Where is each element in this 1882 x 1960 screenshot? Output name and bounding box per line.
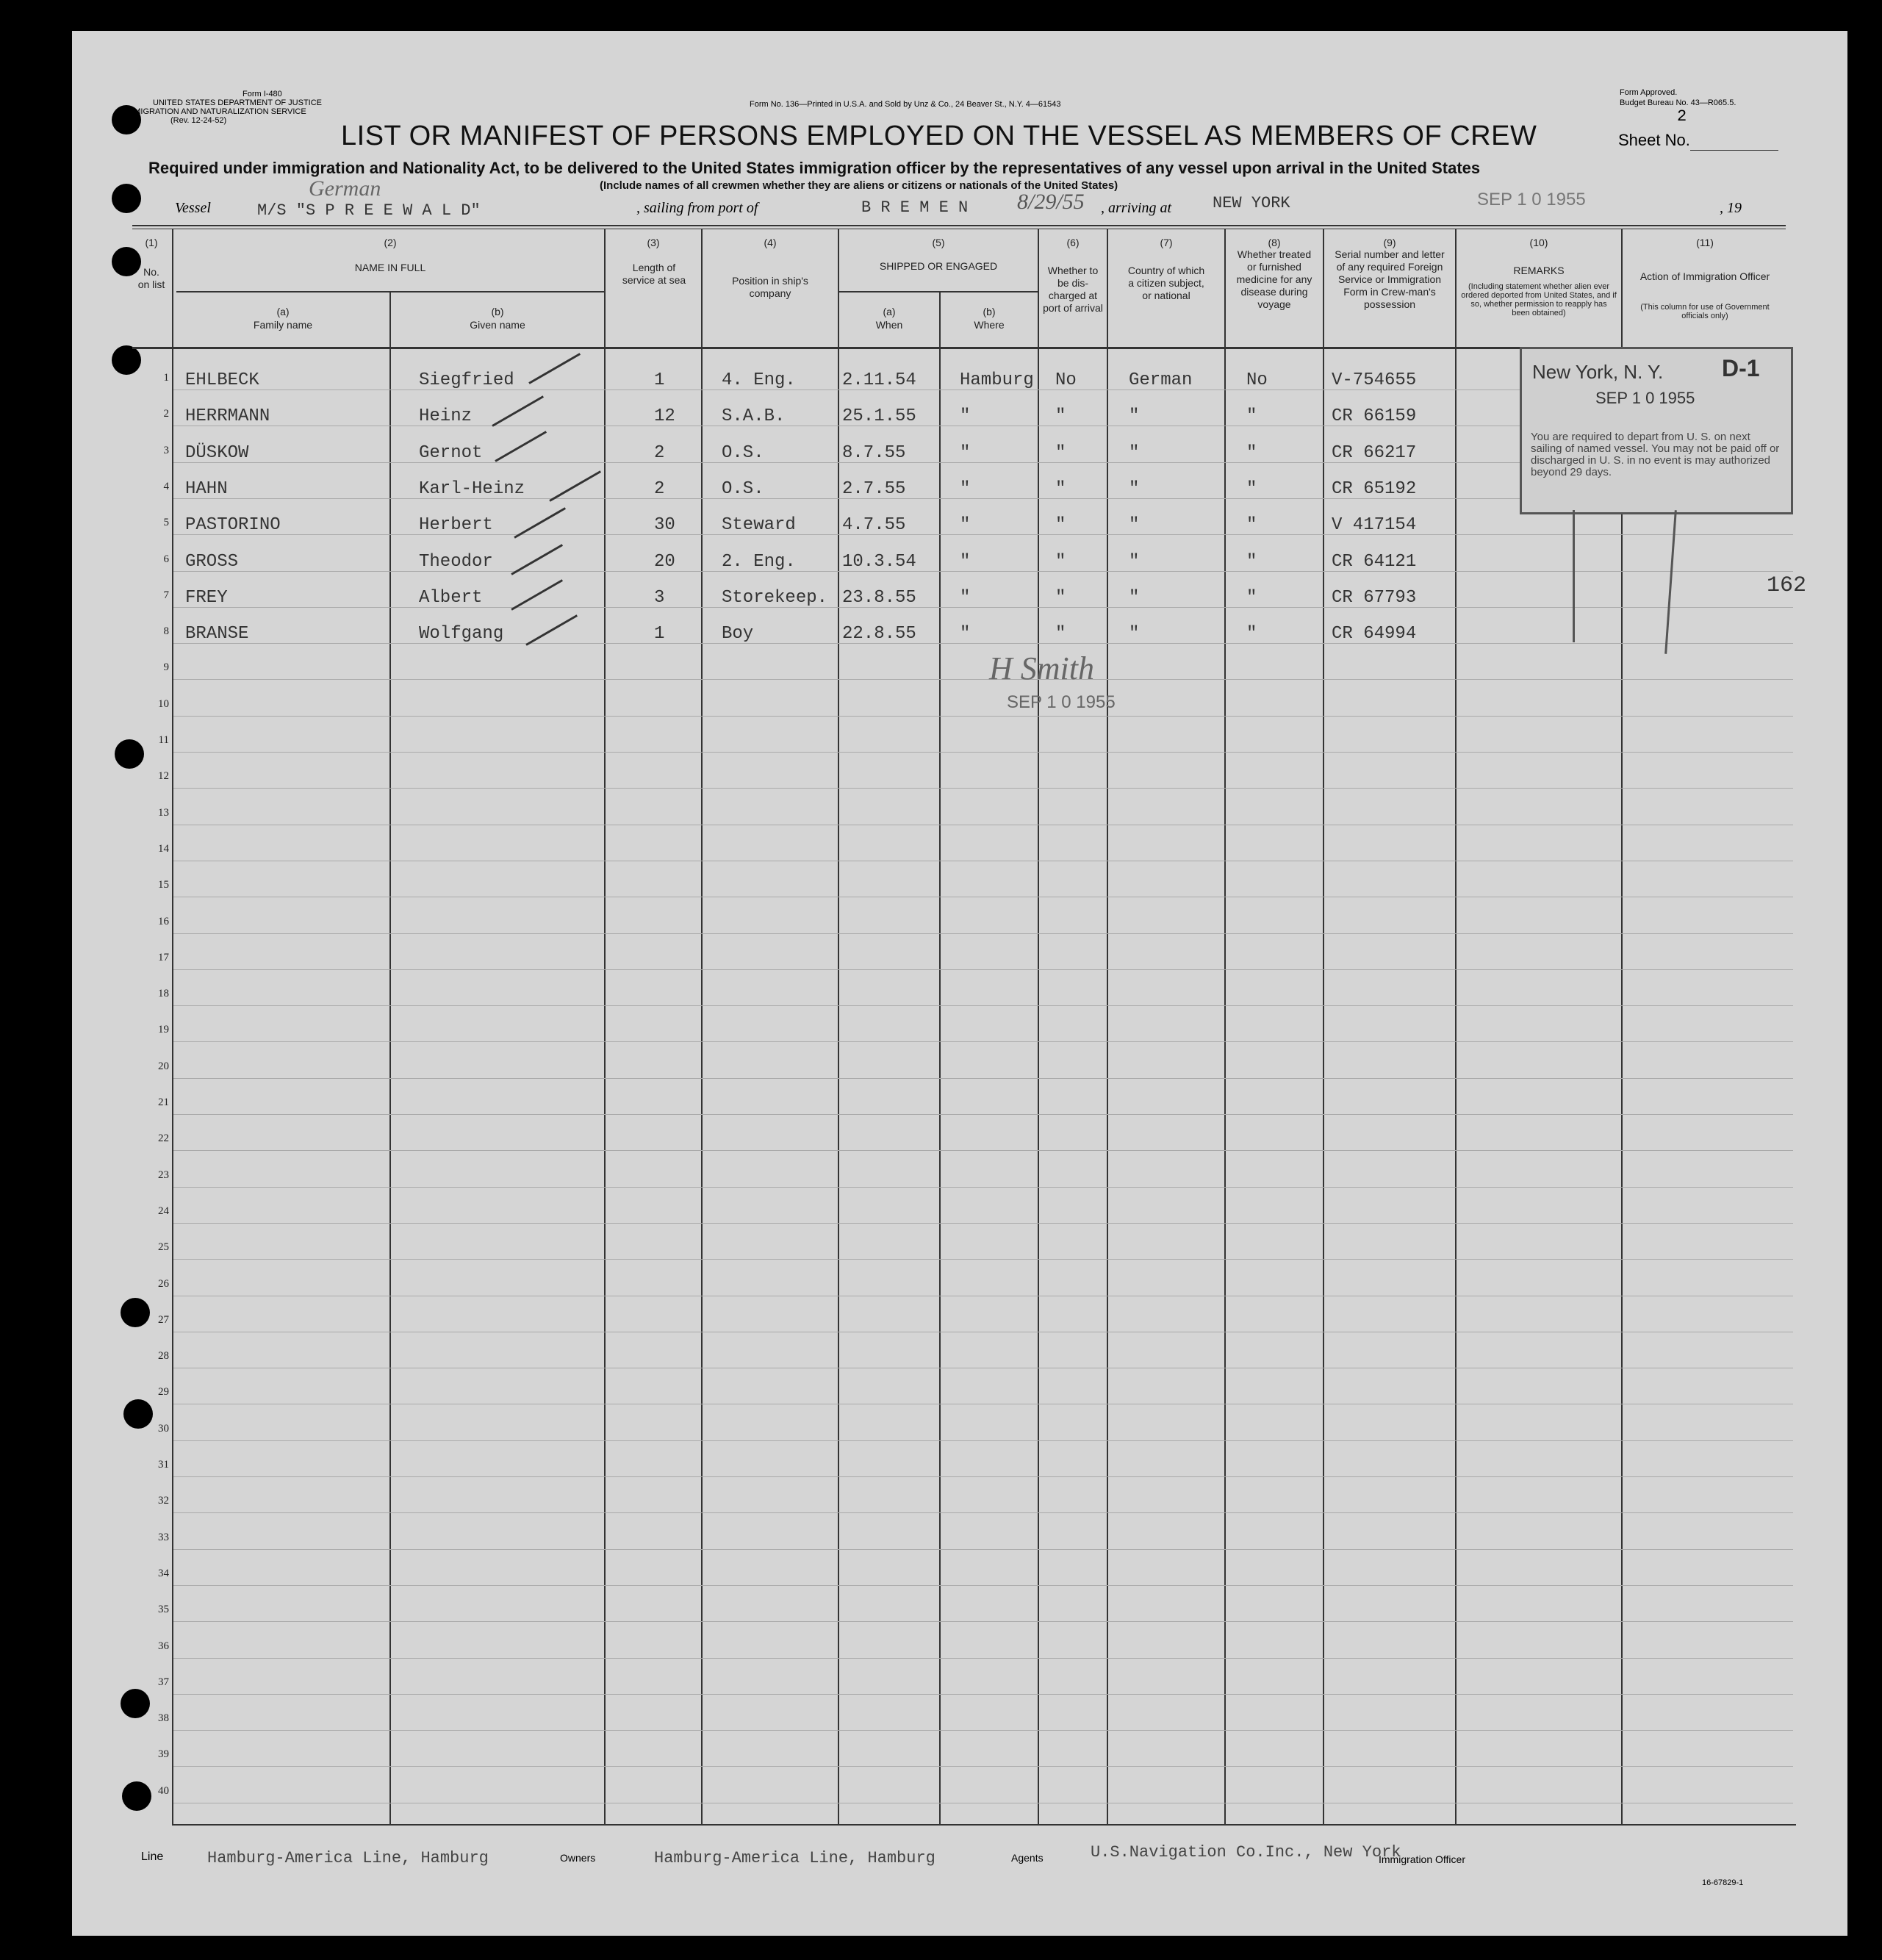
position-cell: 2. Eng.: [722, 552, 796, 572]
discharged-cell: ": [1055, 588, 1066, 608]
immigration-stamp: [1520, 347, 1793, 514]
col5b-label: Where: [974, 319, 1005, 331]
treated-cell: ": [1246, 443, 1257, 463]
position-cell: O.S.: [722, 443, 764, 463]
country-cell: ": [1129, 515, 1140, 535]
row-rule: [173, 716, 1793, 717]
col11-label: Action of Immigration Officer: [1639, 270, 1770, 282]
row-rule: [173, 643, 1793, 644]
col5a-num: (a): [883, 306, 896, 317]
col7-label: Country of which a citizen subject, or national: [1127, 265, 1205, 301]
col8-num: (8): [1268, 237, 1281, 248]
manifest-subtitle: Required under immigration and Nationality Act, to be delivered to the United States immigration officer by the representatives of any vessel upon arrival in the United States: [148, 159, 1481, 177]
row-rule: [173, 534, 1793, 535]
treated-cell: ": [1246, 515, 1257, 535]
row-rule: [173, 933, 1793, 934]
shipped-where-cell: ": [960, 624, 971, 644]
table-top-rule: [132, 225, 1786, 226]
row-number: 8: [163, 625, 169, 637]
country-cell: ": [1129, 588, 1140, 608]
row-number: 4: [163, 481, 169, 492]
given-name-cell: Heinz: [419, 406, 473, 426]
col-divider: [1224, 229, 1226, 1826]
col2a-num: (a): [276, 306, 290, 317]
arriving-label: , arriving at: [1101, 200, 1172, 216]
discharged-cell: ": [1055, 406, 1066, 426]
row-number: 18: [158, 988, 169, 999]
col5a-label: When: [875, 319, 903, 331]
row-rule: [173, 1150, 1793, 1151]
given-name-cell: Theodor: [419, 552, 493, 572]
row-rule: [173, 1041, 1793, 1042]
col7-num: (7): [1160, 237, 1173, 248]
row-rule: [173, 1694, 1793, 1695]
country-cell: ": [1129, 443, 1140, 463]
serial-number-cell: V 417154: [1332, 515, 1417, 535]
family-name-cell: EHLBECK: [185, 370, 259, 390]
row-rule: [173, 1259, 1793, 1260]
row-rule: [173, 788, 1793, 789]
row-number: 26: [158, 1278, 169, 1290]
family-name-cell: DÜSKOW: [185, 443, 249, 463]
country-cell: ": [1129, 624, 1140, 644]
discharged-cell: ": [1055, 443, 1066, 463]
stamp-text: You are required to depart from U. S. on next sailing of named vessel. You may not be paid off or discharged in U. S. in no event is may authorized beyond 29 days.: [1531, 431, 1780, 478]
form-printer: Form No. 136—Printed in U.S.A. and Sold by Unz & Co., 24 Beaver St., N.Y. 4—61543: [750, 100, 1061, 109]
row-number: 25: [158, 1241, 169, 1253]
discharged-cell: ": [1055, 515, 1066, 535]
stamp-city: New York, N. Y.: [1532, 361, 1664, 383]
service-length-cell: 30: [654, 515, 675, 535]
col2a-label: Family name: [253, 319, 313, 331]
col2-label: NAME IN FULL: [354, 262, 426, 273]
form-rev: (Rev. 12-24-52): [170, 116, 227, 125]
col-divider: [701, 229, 703, 1826]
shipped-where-cell: ": [960, 552, 971, 572]
row-number: 19: [158, 1024, 169, 1035]
row-number: 40: [158, 1785, 169, 1797]
arrival-date-stamp: SEP 1 0 1955: [1477, 190, 1586, 209]
col1-num: (1): [145, 237, 158, 248]
given-name-cell: Albert: [419, 588, 483, 608]
given-name-cell: Gernot: [419, 443, 483, 463]
shipped-where-cell: ": [960, 443, 971, 463]
col-divider: [172, 229, 173, 1826]
margin-number: 162: [1767, 573, 1807, 598]
row-number: 17: [158, 952, 169, 963]
form-service: IMMIGRATION AND NATURALIZATION SERVICE: [125, 107, 306, 116]
discharged-cell: ": [1055, 479, 1066, 499]
col10-note: (Including statement whether alien ever ordered deported from United States, and if so, whether permission to reapply has been obtained): [1461, 282, 1617, 317]
col-divider: [1323, 229, 1324, 1826]
sheet-label: Sheet No.: [1618, 131, 1690, 149]
col1-label: No. on list: [137, 266, 165, 290]
row-number: 6: [163, 553, 169, 565]
row-rule: [173, 1476, 1793, 1477]
given-name-cell: Wolfgang: [419, 624, 504, 644]
shipped-when-cell: 2.7.55: [842, 479, 906, 499]
col11-note: (This column for use of Government officials only): [1640, 303, 1770, 320]
position-cell: Boy: [722, 624, 754, 644]
col3-label: Length of service at sea: [622, 262, 686, 286]
row-number: 39: [158, 1748, 169, 1760]
row-rule: [173, 1658, 1793, 1659]
footer-form-code: 16-67829-1: [1702, 1878, 1744, 1887]
service-length-cell: 3: [654, 588, 665, 608]
footer-agents-value: U.S.Navigation Co.Inc., New York: [1091, 1843, 1401, 1862]
service-length-cell: 1: [654, 370, 665, 390]
col-divider: [1107, 229, 1108, 1826]
service-length-cell: 12: [654, 406, 675, 426]
footer-owners-value: Hamburg-America Line, Hamburg: [654, 1849, 935, 1867]
col5-num: (5): [932, 237, 945, 248]
shipped-where-cell: ": [960, 406, 971, 426]
col2-num: (2): [384, 237, 397, 248]
vessel-label: Vessel: [175, 200, 211, 216]
col2b-label: Given name: [470, 319, 525, 331]
pen-stroke: [1573, 510, 1575, 642]
family-name-cell: FREY: [185, 588, 228, 608]
col5-label: SHIPPED OR ENGAGED: [879, 260, 998, 272]
serial-number-cell: CR 66217: [1332, 443, 1417, 463]
shipped-where-cell: ": [960, 515, 971, 535]
serial-number-cell: CR 65192: [1332, 479, 1417, 499]
shipped-when-cell: 10.3.54: [842, 552, 916, 572]
shipped-when-cell: 23.8.55: [842, 588, 916, 608]
footer-line-label: Line: [141, 1850, 164, 1863]
serial-number-cell: CR 67793: [1332, 588, 1417, 608]
given-name-cell: Herbert: [419, 515, 493, 535]
position-cell: Steward: [722, 515, 796, 535]
country-cell: ": [1129, 479, 1140, 499]
col3-num: (3): [647, 237, 660, 248]
row-number: 12: [158, 770, 169, 782]
row-rule: [173, 1512, 1793, 1513]
shipped-where-cell: Hamburg: [960, 370, 1034, 390]
footer-owners-label: Owners: [560, 1852, 596, 1864]
row-rule: [173, 1585, 1793, 1586]
row-number: 37: [158, 1676, 169, 1688]
row-rule: [173, 1621, 1793, 1622]
col-divider: [604, 229, 606, 1826]
col9-label: Serial number and letter of any required Foreign Service or Immigration Form in Crew-man's possession: [1335, 248, 1445, 310]
shipped-when-cell: 25.1.55: [842, 406, 916, 426]
row-number: 31: [158, 1459, 169, 1471]
handwritten-nationality: German: [309, 176, 381, 201]
position-cell: 4. Eng.: [722, 370, 796, 390]
serial-number-cell: CR 66159: [1332, 406, 1417, 426]
service-length-cell: 1: [654, 624, 665, 644]
officer-signature: H Smith: [989, 650, 1094, 686]
inspection-date-stamp: SEP 1 0 1955: [1007, 692, 1116, 712]
row-number: 22: [158, 1132, 169, 1144]
form-approved: Form Approved.: [1620, 88, 1678, 97]
row-rule: [173, 752, 1793, 753]
row-number: 16: [158, 916, 169, 927]
service-length-cell: 20: [654, 552, 675, 572]
form-id-left: Form I-480: [243, 90, 282, 98]
handwritten-sail-date: 8/29/55: [1017, 190, 1085, 214]
arrival-port: NEW YORK: [1213, 194, 1290, 212]
treated-cell: No: [1246, 370, 1268, 390]
row-number: 9: [163, 661, 169, 673]
sheet-rule: [1690, 150, 1778, 151]
col-divider: [1455, 229, 1457, 1826]
punch-hole: [112, 184, 141, 213]
sheet-number: 2: [1677, 107, 1687, 126]
footer-officer-label: Immigration Officer: [1379, 1853, 1465, 1865]
discharged-cell: ": [1055, 624, 1066, 644]
row-number: 32: [158, 1495, 169, 1507]
position-cell: S.A.B.: [722, 406, 786, 426]
row-rule: [173, 607, 1793, 608]
subheader-rule-shipped: [838, 291, 1038, 292]
row-number: 36: [158, 1640, 169, 1652]
row-number: 28: [158, 1350, 169, 1362]
serial-number-cell: V-754655: [1332, 370, 1417, 390]
row-number: 35: [158, 1604, 169, 1615]
col4-label: Position in ship's company: [732, 275, 808, 299]
shipped-where-cell: ": [960, 479, 971, 499]
country-cell: ": [1129, 552, 1140, 572]
shipped-when-cell: 22.8.55: [842, 624, 916, 644]
row-number: 24: [158, 1205, 169, 1217]
country-cell: German: [1129, 370, 1193, 390]
row-number: 33: [158, 1532, 169, 1543]
given-name-cell: Karl-Heinz: [419, 479, 525, 499]
row-number: 10: [158, 698, 169, 710]
punch-hole: [112, 345, 141, 375]
row-number: 1: [163, 372, 169, 384]
stamp-code: D-1: [1722, 355, 1760, 381]
row-number: 29: [158, 1386, 169, 1398]
row-number: 15: [158, 879, 169, 891]
serial-number-cell: CR 64121: [1332, 552, 1417, 572]
family-name-cell: GROSS: [185, 552, 239, 572]
col8-label: Whether treated or furnished medicine for any disease during voyage: [1236, 248, 1312, 310]
form-dept: UNITED STATES DEPARTMENT OF JUSTICE: [153, 98, 323, 107]
row-number: 34: [158, 1568, 169, 1579]
family-name-cell: PASTORINO: [185, 515, 281, 535]
shipped-when-cell: 4.7.55: [842, 515, 906, 535]
shipped-when-cell: 2.11.54: [842, 370, 916, 390]
budget-bureau: Budget Bureau No. 43—R065.5.: [1620, 98, 1736, 107]
row-number: 30: [158, 1423, 169, 1435]
country-cell: ": [1129, 406, 1140, 426]
serial-number-cell: CR 64994: [1332, 624, 1417, 644]
row-rule: [173, 1187, 1793, 1188]
family-name-cell: HERRMANN: [185, 406, 270, 426]
given-name-cell: Siegfried: [419, 370, 514, 390]
departure-port: B R E M E N: [861, 198, 969, 217]
col9-num: (9): [1383, 237, 1396, 248]
table-bottom-rule: [173, 1824, 1796, 1826]
row-number: 14: [158, 843, 169, 855]
manifest-title: LIST OR MANIFEST OF PERSONS EMPLOYED ON THE VESSEL AS MEMBERS OF CREW: [341, 121, 1537, 151]
col-divider: [838, 229, 839, 1826]
year-label: , 19: [1720, 200, 1742, 216]
col-divider: [939, 291, 941, 1826]
family-name-cell: HAHN: [185, 479, 228, 499]
service-length-cell: 2: [654, 479, 665, 499]
vessel-name: M/S "S P R E E W A L D": [257, 201, 481, 220]
row-number: 5: [163, 517, 169, 528]
footer-line-value: Hamburg-America Line, Hamburg: [207, 1849, 489, 1867]
row-rule: [173, 969, 1793, 970]
row-number: 3: [163, 445, 169, 456]
row-rule: [173, 571, 1793, 572]
discharged-cell: No: [1055, 370, 1077, 390]
row-number: 13: [158, 807, 169, 819]
footer-agents-label: Agents: [1011, 1852, 1044, 1864]
row-number: 7: [163, 589, 169, 601]
family-name-cell: BRANSE: [185, 624, 249, 644]
position-cell: Storekeep.: [722, 588, 828, 608]
row-number: 2: [163, 408, 169, 420]
row-number: 27: [158, 1314, 169, 1326]
treated-cell: ": [1246, 406, 1257, 426]
service-length-cell: 2: [654, 443, 665, 463]
col-divider: [1038, 229, 1039, 1826]
discharged-cell: ": [1055, 552, 1066, 572]
col10-label: REMARKS: [1513, 265, 1565, 276]
row-number: 38: [158, 1712, 169, 1724]
row-rule: [173, 679, 1793, 680]
manifest-subtitle-note: (Include names of all crewmen whether they are aliens or citizens or nationals of the United States): [600, 179, 1118, 192]
row-number: 11: [158, 734, 169, 746]
col5b-num: (b): [983, 306, 996, 317]
col11-num: (11): [1696, 237, 1714, 248]
row-rule: [173, 1223, 1793, 1224]
stamp-date: SEP 1 0 1955: [1595, 389, 1695, 407]
row-number: 23: [158, 1169, 169, 1181]
row-rule: [173, 1549, 1793, 1550]
col6-label: Whether to be dis-charged at port of arrival: [1043, 265, 1103, 314]
col6-num: (6): [1066, 237, 1080, 248]
shipped-when-cell: 8.7.55: [842, 443, 906, 463]
row-rule: [173, 1730, 1793, 1731]
treated-cell: ": [1246, 552, 1257, 572]
treated-cell: ": [1246, 588, 1257, 608]
row-rule: [173, 1114, 1793, 1115]
treated-cell: ": [1246, 624, 1257, 644]
treated-cell: ": [1246, 479, 1257, 499]
row-rule: [173, 1078, 1793, 1079]
col10-num: (10): [1529, 237, 1548, 248]
row-rule: [173, 1005, 1793, 1006]
sailing-label: , sailing from port of: [636, 200, 758, 216]
row-number: 21: [158, 1096, 169, 1108]
punch-hole: [115, 739, 144, 769]
col-divider: [389, 291, 391, 1826]
row-rule: [173, 1766, 1793, 1767]
position-cell: O.S.: [722, 479, 764, 499]
col2b-num: (b): [491, 306, 504, 317]
col4-num: (4): [764, 237, 777, 248]
row-number: 20: [158, 1060, 169, 1072]
shipped-where-cell: ": [960, 588, 971, 608]
row-rule: [173, 1440, 1793, 1441]
